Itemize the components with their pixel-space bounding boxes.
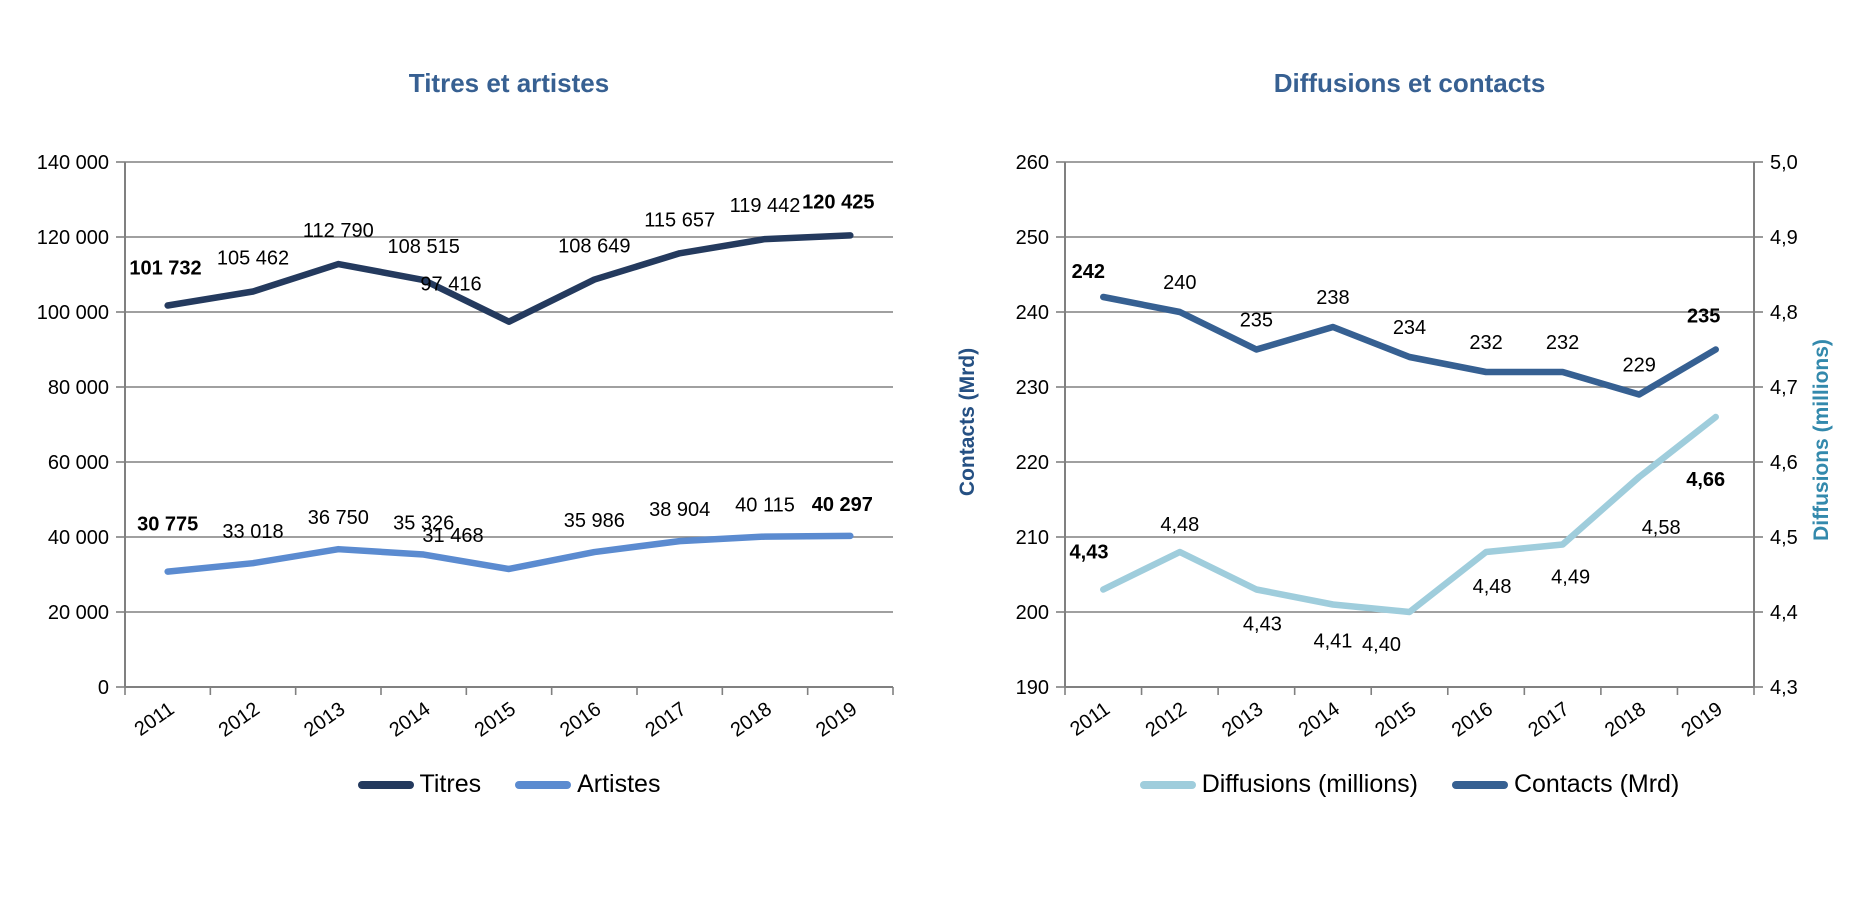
legend-swatch-titres [358,781,414,789]
data-label: 4,49 [1551,566,1591,589]
x-tick-label: 2019 [1677,698,1727,742]
x-tick-label: 2018 [1600,698,1651,742]
y-tick-label: 100 000 [36,302,109,324]
data-label: 38 904 [649,499,711,522]
y-tick-label: 120 000 [36,227,109,249]
x-tick-label: 2016 [1447,698,1497,742]
data-label: 235 [1239,309,1274,332]
data-label: 4,40 [1362,634,1401,656]
legend-label: Titres [419,770,482,798]
data-label: 35 986 [563,510,625,533]
legend-item [515,770,660,799]
y-tick-label-right: 4,9 [1770,227,1798,249]
data-label: 232 [1469,332,1503,354]
y-tick-label: 140 000 [36,152,109,174]
data-label: 40 115 [735,494,795,517]
data-label: 108 649 [558,235,631,258]
chart-0 [37,152,893,742]
x-tick-label: 2015 [470,698,520,742]
data-label: 97 416 [420,273,482,296]
chart-1 [1016,152,1798,742]
data-label: 105 462 [216,247,290,270]
y-tick-label: 200 [1015,602,1049,624]
data-label: 31 468 [422,524,484,547]
data-label: 242 [1071,261,1105,283]
x-tick-label: 2011 [130,698,179,741]
y-tick-label: 230 [1015,377,1049,399]
legend-label: Diffusions (millions) [1201,770,1418,798]
data-label: 229 [1622,354,1656,377]
legend-item [358,770,482,799]
data-label: 33 018 [222,521,284,544]
x-tick-label: 2012 [214,698,264,742]
data-label: 238 [1316,287,1350,309]
data-label: 40 297 [811,493,873,516]
right-axis-title: Diffusions (millions) [1810,339,1833,541]
data-label: 108 515 [387,236,460,259]
data-label: 4,48 [1160,514,1200,536]
data-label: 120 425 [802,191,875,214]
x-tick-label: 2015 [1371,698,1421,742]
chart-title-diffusions-contacts: Diffusions et contacts [1273,68,1546,98]
y-tick-label-right: 4,5 [1770,527,1798,549]
data-label: 4,41 [1313,630,1353,653]
legend-titres-artistes [125,770,893,799]
chart-title-titres-artistes: Titres et artistes [408,68,610,98]
data-label: 234 [1392,317,1427,339]
data-label: 36 750 [307,507,369,530]
data-label: 4,58 [1641,517,1681,539]
y-tick-label-right: 4,6 [1770,452,1798,474]
legend-item [1452,770,1679,799]
data-label: 4,43 [1069,541,1109,564]
y-tick-label: 260 [1015,152,1049,174]
y-tick-label: 60 000 [47,452,109,474]
y-tick-label: 40 000 [47,527,109,549]
data-label: 4,48 [1472,576,1512,598]
y-tick-label-right: 4,7 [1770,377,1798,399]
y-tick-label: 250 [1015,227,1049,249]
x-tick-label: 2017 [641,698,691,742]
data-label: 4,43 [1242,613,1282,636]
data-label: 35 326 [393,512,455,535]
legend-label: Artistes [577,770,661,798]
data-label: 119 442 [729,195,801,218]
x-tick-label: 2014 [385,698,435,742]
legend-swatch-diffusions [1140,781,1196,789]
y-tick-label: 240 [1015,302,1049,324]
x-tick-label: 2017 [1524,698,1574,742]
y-tick-label-right: 4,8 [1770,302,1798,324]
left-axis-title: Contacts (Mrd) [956,347,979,497]
data-label: 101 732 [129,257,202,280]
x-tick-label: 2011 [1066,698,1115,741]
legend-label: Contacts (Mrd) [1513,770,1680,798]
data-label: 240 [1163,272,1197,294]
x-tick-label: 2012 [1141,698,1191,742]
x-tick-label: 2013 [1218,698,1268,742]
legend-swatch-artistes [515,781,571,789]
y-tick-label: 220 [1015,452,1049,474]
y-tick-label-right: 5,0 [1770,152,1798,174]
data-label: 232 [1545,332,1580,354]
x-tick-label: 2018 [726,698,776,742]
legend-diffusions-contacts [1065,770,1754,799]
legend-item [1140,770,1418,799]
y-tick-label-right: 4,4 [1770,602,1798,624]
x-tick-label: 2013 [300,698,350,742]
data-label: 112 790 [302,220,374,243]
data-label: 4,66 [1686,469,1726,491]
y-tick-label: 20 000 [47,602,109,624]
data-label: 30 775 [137,513,199,536]
y-tick-label: 0 [97,677,109,699]
x-tick-label: 2019 [812,698,862,742]
y-tick-label: 190 [1015,677,1049,699]
y-tick-label: 80 000 [47,377,109,399]
x-tick-label: 2014 [1294,698,1344,742]
data-label: 235 [1687,305,1721,328]
y-tick-label: 210 [1015,527,1049,549]
data-label: 115 657 [644,209,716,232]
legend-swatch-contacts [1452,781,1508,789]
y-tick-label-right: 4,3 [1770,677,1798,699]
x-tick-label: 2016 [556,698,606,742]
